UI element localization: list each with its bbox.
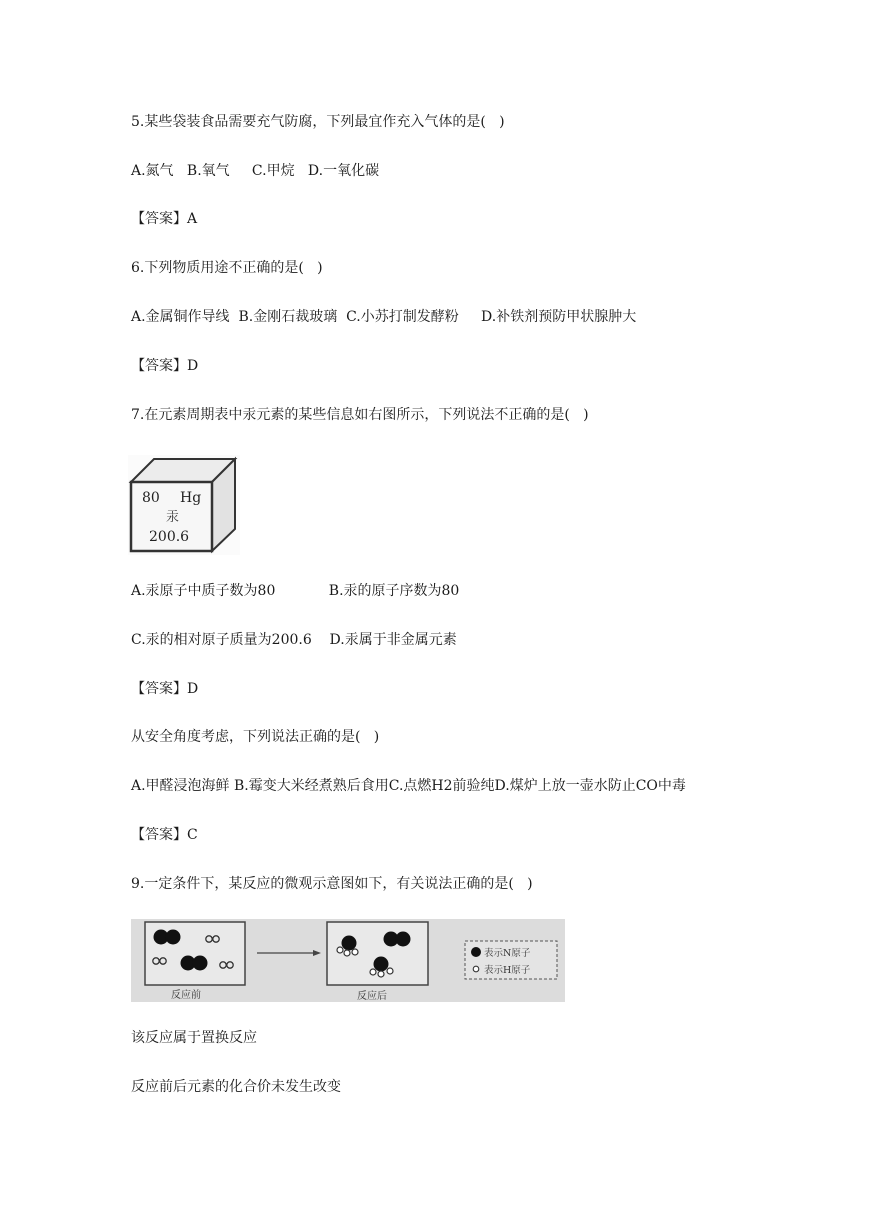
- legend-h-label: 表示H原子: [484, 965, 531, 976]
- legend-h-atom-icon: [473, 966, 479, 972]
- q7-answer: 【答案】D: [131, 681, 199, 697]
- reaction-diagram-figure: [131, 919, 565, 1002]
- q9-statement-2: 反应前后元素的化合价未发生改变: [131, 1079, 341, 1095]
- legend-n-label: 表示N原子: [484, 948, 531, 959]
- element-symbol: Hg: [180, 490, 202, 506]
- element-name: 汞: [166, 510, 180, 525]
- q8-stem: 从安全角度考虑，下列说法正确的是( ): [131, 729, 380, 745]
- before-label: 反应前: [171, 990, 201, 1001]
- element-card-figure: [128, 455, 240, 555]
- q6-options: A.金属铜作导线 B.金刚石裁玻璃 C.小苏打制发酵粉 D.补铁剂预防甲状腺肿大: [131, 309, 637, 325]
- after-box: [327, 922, 428, 985]
- q7-options-ab: A.汞原子中质子数为80 B.汞的原子序数为80: [131, 583, 460, 599]
- q9-statement-1: 该反应属于置换反应: [131, 1030, 257, 1046]
- q7-options-cd: C.汞的相对原子质量为200.6 D.汞属于非金属元素: [131, 632, 457, 648]
- after-label: 反应后: [357, 991, 387, 1002]
- q9-stem: 9.一定条件下，某反应的微观示意图如下，有关说法正确的是( ): [131, 876, 533, 892]
- element-atomic-mass: 200.6: [149, 529, 190, 545]
- q8-answer: 【答案】C: [131, 827, 198, 843]
- element-atomic-number: 80: [142, 490, 160, 506]
- q6-answer: 【答案】D: [131, 358, 199, 374]
- q5-options: A.氮气 B.氧气 C.甲烷 D.一氧化碳: [131, 163, 380, 179]
- q5-answer: 【答案】A: [131, 211, 198, 227]
- q6-stem: 6.下列物质用途不正确的是( ): [131, 260, 323, 276]
- q8-options: A.甲醛浸泡海鲜 B.霉变大米经煮熟后食用C.点燃H2前验纯D.煤炉上放一壶水防止CO中毒: [131, 778, 686, 794]
- q5-stem: 5.某些袋装食品需要充气防腐，下列最宜作充入气体的是( ): [131, 114, 505, 130]
- q7-stem: 7.在元素周期表中汞元素的某些信息如右图所示，下列说法不正确的是( ): [131, 407, 589, 423]
- legend-n-atom-icon: [471, 947, 481, 957]
